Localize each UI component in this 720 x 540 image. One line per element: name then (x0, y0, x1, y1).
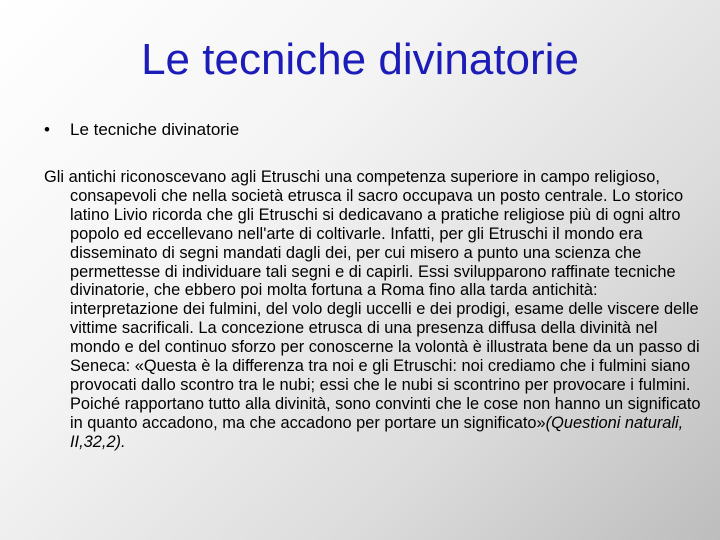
paragraph-text: Gli antichi riconoscevano agli Etruschi una competenza superiore in campo religioso, consapevoli che nella società etrusca il sacro occupava un posto centrale. Lo storico latino Livio ricorda che gli Etruschi si dedicavano a pratiche religiose più di ogni altro popolo ed eccellevano nell'arte di coltivarle. Infatti, per gli Etruschi il mondo era disseminato di segni mandati dagli dei, per cui misero a punto una scienza che permettesse di individuare tali segni e di capirli. Essi svilupparono raffinate tecniche divinatorie, che ebbero poi molta fortuna a Roma fino alla tarda antichità: interpretazione dei fulmini, del volo degli uccelli e dei prodigi, esame delle viscere delle vittime sacrificali. La concezione etrusca di una presenza diffusa della divinità nel mondo e del continuo sforzo per conoscerne la volontà è illustrata bene da un passo di Seneca: «Questa è la differenza tra noi e gli Etruschi: noi crediamo che i fulmini siano provocati dallo scontro tra le nubi; essi che le nubi si scontrino per provocare i fulmini. Poiché rapportano tutto alla divinità, sono convinti che le cose non hanno un significato in quanto accadono, ma che accadono per portare un significato» (44, 168, 701, 432)
bullet-text: Le tecniche divinatorie (70, 120, 240, 139)
bullet-item (44, 120, 239, 140)
citation-text: (Questioni naturali, II,32,2). (70, 413, 684, 451)
slide-title: Le tecniche divinatorie (141, 35, 579, 84)
body-paragraph (44, 168, 710, 452)
bullet-dot-icon: • (44, 120, 50, 139)
